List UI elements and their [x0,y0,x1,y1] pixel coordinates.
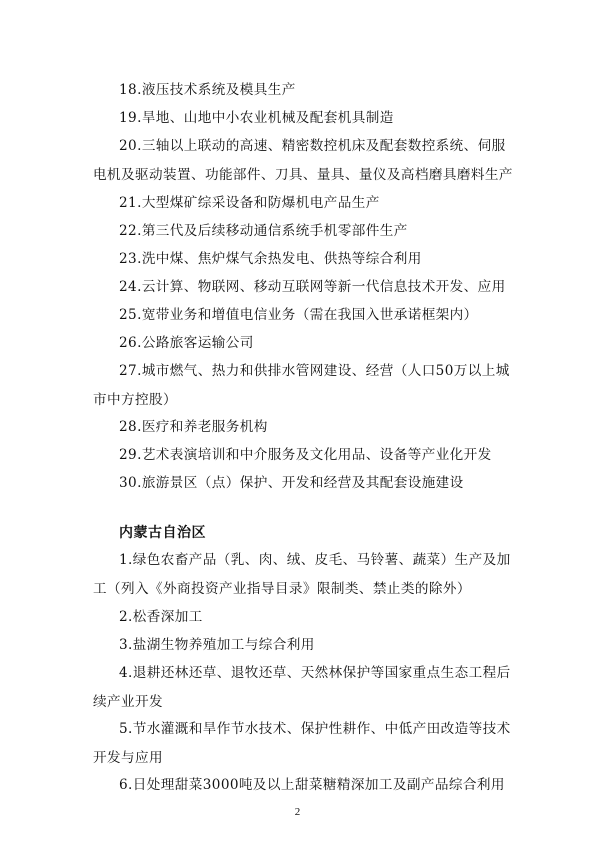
list-item: 19.旱地、山地中小农业机械及配套机具制造 [119,110,394,126]
list-item: 26.公路旅客运输公司 [119,335,254,351]
list-item: 25.宽带业务和增值电信业务（需在我国入世承诺框架内） [119,307,478,323]
section-heading: 内蒙古自治区 [119,525,206,541]
list-item: 2.松香深加工 [119,609,203,625]
list-item: 21.大型煤矿综采设备和防爆机电产品生产 [119,195,380,211]
list-item: 30.旅游景区（点）保护、开发和经营及其配套设施建设 [119,475,464,491]
list-item: 24.云计算、物联网、移动互联网等新一代信息技术开发、应用 [119,279,506,295]
list-item: 4.退耕还林还草、退牧还草、天然林保护等国家重点生态工程后续产业开发 [93,665,511,710]
list-item: 3.盐湖生物养殖加工与综合利用 [119,637,315,653]
list-item: 27.城市燃气、热力和供排水管网建设、经营（人口50万以上城市中方控股） [93,363,510,408]
list-item: 18.液压技术系统及模具生产 [119,82,296,98]
list-item: 29.艺术表演培训和中介服务及文化用品、设备等产业化开发 [119,447,492,463]
page-number: 2 [294,806,301,818]
list-item: 23.洗中煤、焦炉煤气余热发电、供热等综合利用 [119,251,422,267]
list-item: 20.三轴以上联动的高速、精密数控机床及配套数控系统、伺服电机及驱动装置、功能部件、刀具、量具、量仪及高档磨具磨料生产 [93,138,513,183]
list-item: 1.绿色农畜产品（乳、肉、绒、皮毛、马铃薯、蔬菜）生产及加工（列入《外商投资产业指导目录》限制类、禁止类的除外） [93,552,511,597]
list-item: 5.节水灌溉和旱作节水技术、保护性耕作、中低产田改造等技术开发与应用 [93,721,511,766]
list-item: 6.日处理甜菜3000吨及以上甜菜糖精深加工及副产品综合利用 [119,777,505,793]
list-item: 22.第三代及后续移动通信系统手机零部件生产 [119,223,408,239]
list-item: 28.医疗和养老服务机构 [119,419,268,435]
